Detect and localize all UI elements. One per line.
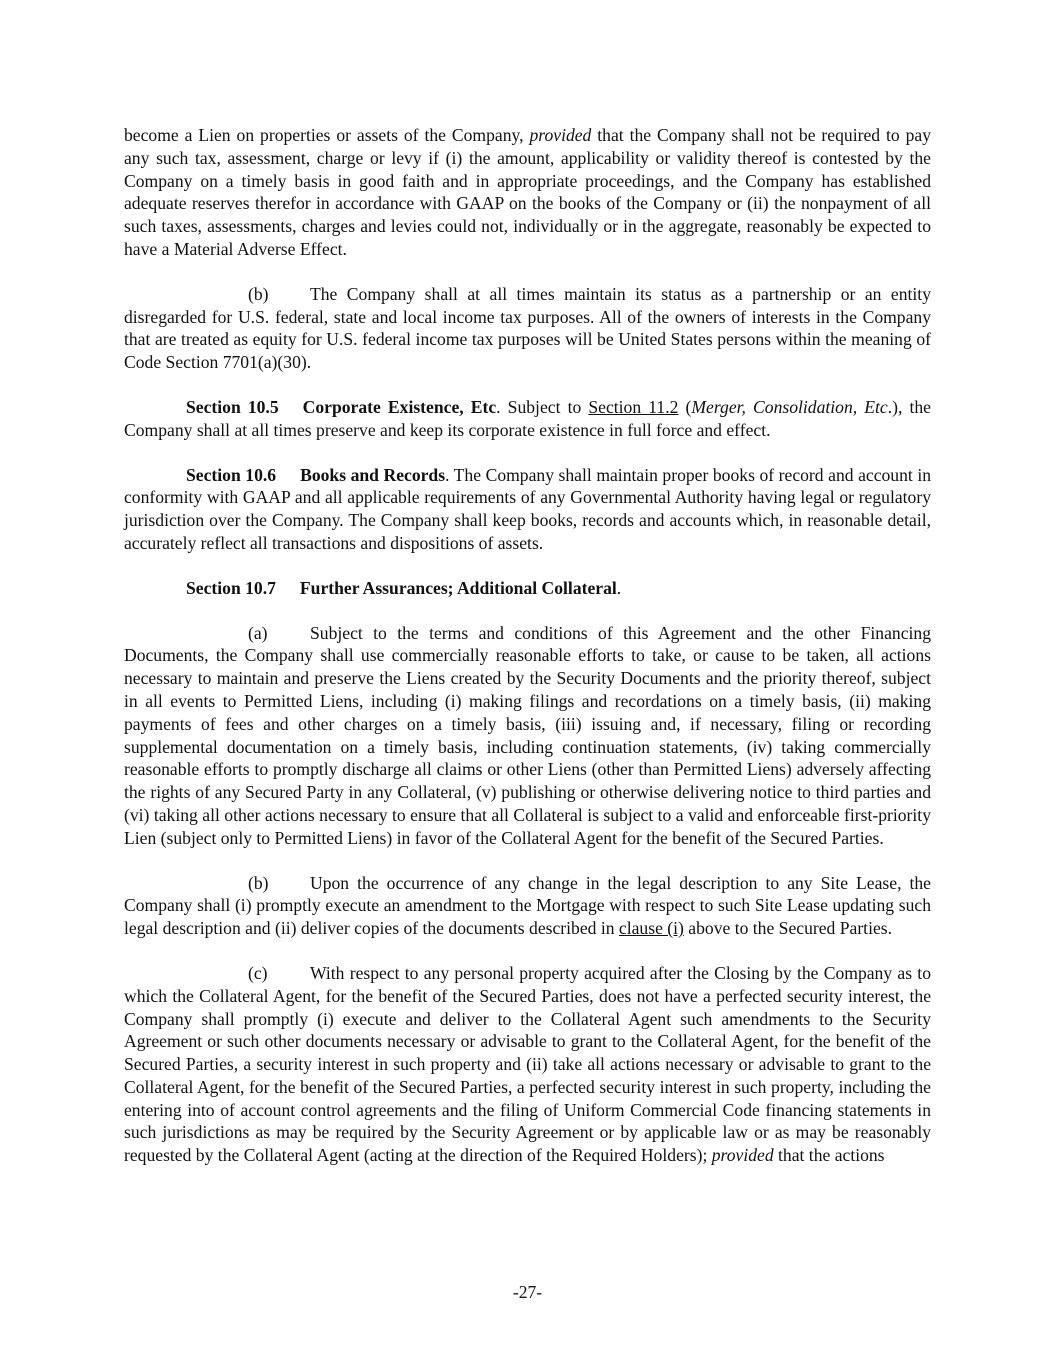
section-10-6: [124, 464, 931, 555]
text: that the Company shall not be required to pay any such tax, assessment, charge or levy if (i) the amount, applicability or validity thereof is contested by the Company on a timely basis in good faith and in appropriate proceedings, and the Company has established adequate reserves therefor in accordance with GAAP on the books of the Company or (ii) the nonpayment of all such taxes, assessments, charges and levies could not, individually or in the aggregate, reasonably be expected to have a Material Adverse Effect.: [124, 125, 931, 259]
text: Upon the occurrence of any change in the legal description to any Site Lease, the Company shall (i) promptly execute an amendment to the Mortgage with respect to such Site Lease updating such legal description and (ii) deliver copies of the documents described in: [124, 872, 931, 939]
text: .: [616, 577, 622, 598]
section-number: Section 10.5: [186, 396, 279, 417]
clause-label: (c): [248, 962, 268, 983]
section-title: Further Assurances; Additional Collateral: [299, 577, 617, 598]
section-10-7-heading: [124, 577, 931, 600]
text: . The Company shall maintain proper books of record and account in conformity with GAAP and all applicable requirements of any Governmental Authority having legal or regulatory jurisdiction over the Company. The Company shall keep books, records and accounts which, in reasonable detail, accurately reflect all transactions and dispositions of assets.: [124, 464, 932, 553]
clause-label: (a): [248, 622, 268, 643]
paragraph-10-7-a: [124, 622, 931, 850]
text: The Company shall at all times maintain its status as a partnership or an entity disregarded for U.S. federal, state and local income tax purposes. All of the owners of interests in the Company that are treated as equity for U.S. federal income tax purposes will be United States persons within the meaning of Code Section 7701(a)(30).: [124, 283, 931, 373]
paragraph-10-4-b: [124, 283, 931, 374]
text: .), the Company shall at all times preserve and keep its corporate existence in full force and effect.: [124, 396, 931, 440]
paragraph-10-7-c: [124, 962, 931, 1167]
section-title: Books and Records: [300, 464, 446, 485]
text: become a Lien on properties or assets of the Company,: [124, 125, 530, 145]
text: With respect to any personal property acquired after the Closing by the Company as to which the Collateral Agent, for the benefit of the Secured Parties, does not have a perfected security interest, the Company shall promptly (i) execute and deliver to the Collateral Agent such amendments to the Security Agreement or such other documents necessary or advisable to grant to the Collateral Agent, for the benefit of the Secured Parties, a security interest in such property and (ii) take all actions necessary or advisable to grant to the Collateral Agent, for the benefit of the Secured Parties, a perfected security interest in such property, including the entering into of account control agreements and the filing of Uniform Commercial Code financing statements in such jurisdictions as may be required by the Security Agreement or by applicable law or as may be reasonably requested by the Collateral Agent (acting at the direction of the Required Holders);: [124, 962, 931, 1166]
clause-reference-link[interactable]: clause (i): [618, 918, 684, 939]
section-number: Section 10.6: [186, 464, 277, 485]
section-number: Section 10.7: [186, 577, 276, 598]
italic-term: provided: [529, 125, 592, 145]
italic-term: provided: [711, 1145, 774, 1166]
text: above to the Secured Parties.: [683, 918, 893, 939]
section-title: Corporate Existence, Etc: [302, 396, 497, 417]
clause-label: (b): [248, 872, 269, 893]
section-reference-link[interactable]: Section 11.2: [588, 396, 679, 417]
page-number: -27-: [512, 1282, 543, 1302]
paragraph-10-7-b: [124, 872, 931, 940]
document-page: [124, 124, 931, 1189]
paragraph-tax-continuation: [124, 124, 931, 261]
text: . Subject to: [496, 396, 589, 417]
text: Subject to the terms and conditions of this Agreement and the other Financing Documents, the Company shall use commercially reasonable efforts to take, or cause to be taken, all actions necessary to maintain and preserve the Liens created by the Security Documents and the priority thereof, subject in all events to Permitted Liens, including (i) making filings and recordations on a timely basis, (ii) making payments of fees and other charges on a timely basis, (iii) issuing and, if necessary, filing or recording supplemental documentation on a timely basis, including continuation statements, (iv) taking commercially reasonable efforts to promptly discharge all claims or other Liens (other than Permitted Liens) adversely affecting the rights of any Secured Party in any Collateral, (v) publishing or otherwise delivering notice to third parties and (vi) taking all other actions necessary to ensure that all Collateral is subject to a valid and enforceable first-priority Lien (subject only to Permitted Liens) in favor of the Collateral Agent for the benefit of the Secured Parties.: [124, 622, 931, 848]
section-10-5: [124, 396, 931, 442]
italic-reference-title: Merger, Consolidation, Etc: [691, 396, 888, 417]
text: (: [678, 396, 692, 417]
text: that the actions: [773, 1145, 885, 1166]
clause-label: (b): [248, 283, 269, 304]
